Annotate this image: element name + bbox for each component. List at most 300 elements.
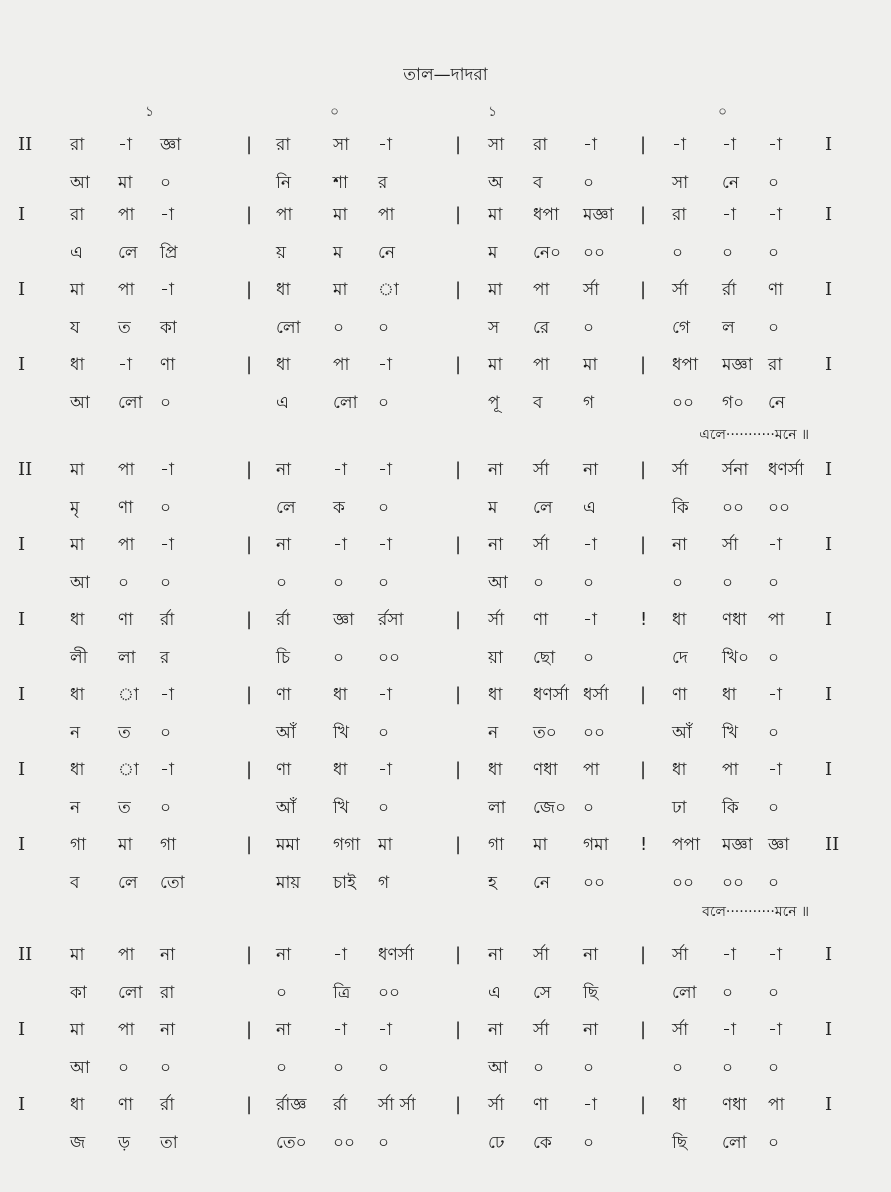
swara-note: -া	[722, 205, 736, 225]
swara-note: র্সা	[583, 280, 600, 300]
swara-note: র্সা	[672, 1020, 689, 1040]
swara-note: -া	[722, 135, 736, 155]
vibhag-separator: |	[455, 459, 462, 480]
lyric-syllable: লা	[118, 648, 136, 668]
lyric-syllable: লো	[722, 1133, 747, 1153]
notation-row	[0, 830, 891, 860]
lyric-syllable: ০	[768, 573, 780, 593]
end-barline: I	[825, 354, 833, 375]
swara-note: ণা	[533, 1095, 549, 1115]
lyric-syllable: ০	[768, 318, 780, 338]
vibhag-separator: |	[455, 834, 462, 855]
lyric-row	[0, 493, 891, 523]
lyric-syllable: ০০	[722, 498, 745, 518]
swara-note: র্সা	[672, 945, 689, 965]
vibhag-separator: |	[455, 1019, 462, 1040]
swara-note: পা	[768, 1095, 785, 1115]
end-barline: I	[825, 204, 833, 225]
swara-note: র্রসা	[378, 610, 404, 630]
lyric-syllable: ত	[118, 723, 131, 743]
swara-note: পা	[118, 945, 135, 965]
lyric-syllable: ম	[488, 243, 498, 263]
swara-note: -া	[768, 1020, 782, 1040]
vibhag-separator: |	[246, 759, 253, 780]
vibhag-separator: |	[455, 279, 462, 300]
swara-note: না	[488, 1020, 504, 1040]
lyric-syllable: য়া	[488, 648, 503, 668]
lyric-syllable: হ	[488, 873, 497, 893]
swara-note: র্সা	[533, 535, 550, 555]
swara-note: -া	[160, 535, 174, 555]
lyric-syllable: খি	[333, 723, 350, 743]
end-barline: I	[825, 279, 833, 300]
lyric-syllable: ০	[533, 1058, 545, 1078]
lyric-syllable: নে	[768, 393, 786, 413]
lyric-syllable: ছো	[533, 648, 556, 668]
swara-note: রা	[276, 135, 291, 155]
lyric-syllable: আঁ	[672, 723, 692, 743]
lyric-syllable: আ	[70, 393, 90, 413]
lyric-syllable: ০০	[378, 648, 401, 668]
lyric-syllable: ০	[768, 173, 780, 193]
lyric-row	[0, 388, 891, 418]
start-barline: II	[18, 459, 33, 480]
swara-note: ণা	[533, 610, 549, 630]
lyric-syllable: ০	[378, 798, 390, 818]
lyric-syllable: পূ	[488, 393, 500, 413]
swara-note: -া	[768, 535, 782, 555]
swara-note: গা	[488, 835, 505, 855]
notation-row	[0, 1090, 891, 1120]
swara-note: না	[160, 1020, 176, 1040]
swara-note: র্রা	[160, 610, 175, 630]
lyric-syllable: র	[160, 648, 170, 668]
lyric-syllable: ০	[583, 1058, 595, 1078]
swara-note: -া	[722, 945, 736, 965]
lyric-syllable: ০	[276, 573, 288, 593]
lyric-syllable: আ	[70, 173, 90, 193]
notation-row	[0, 200, 891, 230]
swara-note: পা	[118, 205, 135, 225]
swara-note: না	[672, 535, 688, 555]
swara-note: -া	[378, 535, 392, 555]
lyric-row	[0, 978, 891, 1008]
swara-note: -া	[583, 610, 597, 630]
lyric-syllable: তে০	[276, 1133, 307, 1153]
lyric-syllable: ০	[118, 1058, 130, 1078]
swara-note: -া	[160, 280, 174, 300]
swara-note: মা	[70, 535, 85, 555]
start-barline: I	[18, 279, 26, 300]
vibhag-separator: |	[246, 609, 253, 630]
lyric-syllable: য়	[276, 243, 287, 263]
lyric-syllable: ল	[722, 318, 735, 338]
lyric-syllable: ০	[722, 243, 734, 263]
swara-note: -া	[160, 760, 174, 780]
lyric-syllable: ত্রি	[333, 983, 351, 1003]
swara-note: ধণর্সা	[768, 460, 804, 480]
swara-note: র্সা	[533, 945, 550, 965]
vibhag-separator: !	[640, 834, 648, 855]
swara-note: র্সা	[722, 535, 739, 555]
lyric-syllable: শা	[333, 173, 348, 193]
lyric-syllable: ঢা	[672, 798, 687, 818]
lyric-syllable: ম	[488, 498, 498, 518]
swara-note: -া	[768, 685, 782, 705]
start-barline: II	[18, 944, 33, 965]
lyric-syllable: কে	[533, 1133, 552, 1153]
lyric-syllable: ত০	[533, 723, 557, 743]
lyric-syllable: গ	[583, 393, 595, 413]
swara-note: -া	[333, 460, 347, 480]
lyric-syllable: ন	[70, 798, 81, 818]
swara-note: -া	[378, 1020, 392, 1040]
lyric-syllable: ০	[768, 723, 780, 743]
vibhag-separator: |	[640, 1019, 647, 1040]
swara-note: না	[276, 535, 292, 555]
vibhag-separator: |	[640, 459, 647, 480]
swara-note: পা	[768, 610, 785, 630]
lyric-syllable: ০	[768, 983, 780, 1003]
lyric-syllable: আঁ	[276, 798, 296, 818]
lyric-syllable: কা	[70, 983, 87, 1003]
vibhag-separator: |	[640, 944, 647, 965]
swara-note: -া	[768, 135, 782, 155]
vibhag-separator: |	[246, 204, 253, 225]
swara-note: পপা	[672, 835, 701, 855]
lyric-syllable: জ	[70, 1133, 86, 1153]
lyric-row	[0, 793, 891, 823]
vibhag-separator: |	[246, 279, 253, 300]
lyric-syllable: লো	[118, 393, 143, 413]
lyric-syllable: ন	[488, 723, 499, 743]
lyric-syllable: ০০	[583, 873, 606, 893]
vibhag-separator: |	[246, 534, 253, 555]
lyric-syllable: য	[70, 318, 80, 338]
swara-note: মা	[70, 1020, 85, 1040]
vibhag-separator: |	[640, 759, 647, 780]
lyric-syllable: সে	[533, 983, 552, 1003]
swara-note: ণা	[160, 355, 176, 375]
swara-note: -া	[333, 535, 347, 555]
swara-note: র্সা র্সা	[378, 1095, 416, 1115]
beat-mark: ০	[718, 104, 728, 120]
lyric-syllable: রা	[160, 983, 175, 1003]
lyric-syllable: দে	[672, 648, 688, 668]
lyric-syllable: ০	[768, 648, 780, 668]
lyric-syllable: লো	[276, 318, 301, 338]
swara-note: ধা	[672, 610, 687, 630]
lyric-syllable: র	[378, 173, 388, 193]
swara-note: র্সা	[488, 1095, 505, 1115]
swara-note: ধা	[70, 1095, 85, 1115]
swara-note: পা	[378, 205, 395, 225]
swara-note: না	[276, 945, 292, 965]
lyric-syllable: লো	[672, 983, 697, 1003]
lyric-syllable: নে	[378, 243, 396, 263]
lyric-syllable: নি	[276, 173, 292, 193]
swara-note: না	[160, 945, 176, 965]
vibhag-separator: |	[640, 534, 647, 555]
lyric-syllable: গ০	[722, 393, 745, 413]
lyric-syllable: আ	[488, 573, 508, 593]
swara-note: র্রা	[333, 1095, 348, 1115]
swara-note: ধর্সা	[583, 685, 609, 705]
beat-mark: ১	[145, 104, 155, 120]
lyric-syllable: এ	[276, 393, 289, 413]
swara-note: ধা	[333, 685, 348, 705]
lyric-syllable: ০০	[768, 498, 791, 518]
lyric-row	[0, 643, 891, 673]
lyric-syllable: কি	[722, 798, 739, 818]
vibhag-separator: |	[640, 354, 647, 375]
lyric-syllable: চাই	[333, 873, 356, 893]
lyric-syllable: ০	[378, 318, 390, 338]
swara-note: মা	[333, 280, 348, 300]
lyric-syllable: ০০	[333, 1133, 356, 1153]
swara-note: জ্ঞা	[333, 610, 355, 630]
lyric-syllable: ক	[333, 498, 345, 518]
lyric-syllable: ০	[722, 983, 734, 1003]
swara-note: মা	[118, 835, 133, 855]
vibhag-separator: |	[246, 134, 253, 155]
lyric-row	[0, 718, 891, 748]
end-barline: I	[825, 609, 833, 630]
vibhag-separator: |	[455, 609, 462, 630]
lyric-syllable: ০	[333, 1058, 345, 1078]
lyric-syllable: মায়	[276, 873, 301, 893]
swara-note: মা	[70, 460, 85, 480]
beat-mark: ০	[330, 104, 340, 120]
vibhag-separator: |	[246, 354, 253, 375]
swara-note: ণধা	[722, 1095, 747, 1115]
swara-note: -া	[160, 460, 174, 480]
swara-note: ধা	[70, 355, 85, 375]
swara-note: ণা	[276, 760, 292, 780]
end-barline: II	[825, 834, 840, 855]
lyric-syllable: প্রি	[160, 243, 178, 263]
swara-note: ধা	[488, 760, 503, 780]
swara-note: গমা	[583, 835, 609, 855]
lyric-syllable: সা	[672, 173, 689, 193]
repeat-instruction: এলে···········মনে ॥	[699, 427, 809, 443]
vibhag-separator: |	[455, 759, 462, 780]
swara-note: র্সনা	[722, 460, 749, 480]
vibhag-separator: |	[455, 204, 462, 225]
swara-note: না	[276, 460, 292, 480]
lyric-syllable: ০	[583, 798, 595, 818]
vibhag-separator: |	[455, 1094, 462, 1115]
lyric-syllable: ০	[583, 648, 595, 668]
notation-row	[0, 275, 891, 305]
lyric-syllable: ০	[160, 393, 172, 413]
vibhag-separator: |	[640, 279, 647, 300]
lyric-syllable: ০	[378, 1133, 390, 1153]
swara-note: ধা	[333, 760, 348, 780]
lyric-syllable: তো	[160, 873, 185, 893]
lyric-syllable: ০	[672, 243, 684, 263]
swara-note: ধণর্সা	[378, 945, 414, 965]
start-barline: I	[18, 354, 26, 375]
lyric-syllable: ০	[378, 573, 390, 593]
vibhag-separator: |	[455, 134, 462, 155]
end-barline: I	[825, 684, 833, 705]
lyric-syllable: কা	[160, 318, 177, 338]
lyric-syllable: ০	[768, 1058, 780, 1078]
lyric-syllable: এ	[488, 983, 501, 1003]
lyric-syllable: ০	[118, 573, 130, 593]
lyric-syllable: ০	[768, 873, 780, 893]
beat-mark: ১	[488, 104, 498, 120]
swara-note: -া	[333, 1020, 347, 1040]
lyric-syllable: গে	[672, 318, 691, 338]
swara-note: না	[488, 535, 504, 555]
vibhag-separator: |	[246, 1019, 253, 1040]
swara-note: রা	[533, 135, 548, 155]
swara-note: া	[378, 280, 399, 300]
lyric-syllable: মৃ	[70, 498, 80, 518]
lyric-syllable: ০	[333, 648, 345, 668]
vibhag-separator: |	[455, 944, 462, 965]
vibhag-separator: |	[246, 684, 253, 705]
swara-note: মা	[488, 355, 503, 375]
page-title: তাল—দাদরা	[403, 65, 488, 85]
swara-note: মা	[488, 205, 503, 225]
lyric-syllable: ০	[722, 573, 734, 593]
lyric-syllable: রে	[533, 318, 550, 338]
lyric-syllable: নে০	[533, 243, 562, 263]
swara-note: না	[583, 1020, 599, 1040]
lyric-syllable: আ	[70, 573, 90, 593]
start-barline: I	[18, 684, 26, 705]
swara-note: -া	[118, 355, 132, 375]
swara-note: -া	[160, 685, 174, 705]
swara-note: মা	[488, 280, 503, 300]
start-barline: I	[18, 759, 26, 780]
lyric-syllable: এ	[70, 243, 83, 263]
lyric-syllable: লো	[118, 983, 143, 1003]
swara-note: না	[488, 460, 504, 480]
swara-note: পা	[583, 760, 600, 780]
swara-note: র্রা	[160, 1095, 175, 1115]
swara-note: পা	[722, 760, 739, 780]
lyric-syllable: কি	[672, 498, 689, 518]
lyric-syllable: ড়	[118, 1133, 131, 1153]
lyric-syllable: ব	[533, 173, 543, 193]
swara-note: ণধা	[722, 610, 747, 630]
swara-note: -া	[583, 1095, 597, 1115]
swara-note: পা	[333, 355, 350, 375]
swara-note: -া	[583, 135, 597, 155]
vibhag-separator: |	[640, 134, 647, 155]
lyric-syllable: লো	[333, 393, 358, 413]
swara-note: ণা	[672, 685, 688, 705]
swara-note: গা	[70, 835, 87, 855]
lyric-row	[0, 568, 891, 598]
vibhag-separator: |	[246, 459, 253, 480]
swara-note: ধা	[276, 280, 291, 300]
swara-note: া	[118, 685, 139, 705]
lyric-syllable: ০	[160, 173, 172, 193]
vibhag-separator: |	[455, 534, 462, 555]
lyric-syllable: ০	[768, 798, 780, 818]
lyric-syllable: খি০	[722, 648, 750, 668]
lyric-syllable: ০	[768, 243, 780, 263]
lyric-syllable: ০	[378, 1058, 390, 1078]
vibhag-separator: |	[246, 834, 253, 855]
lyric-syllable: ০	[160, 498, 172, 518]
swara-note: পা	[118, 280, 135, 300]
lyric-syllable: ০	[768, 1133, 780, 1153]
swara-note: ধণর্সা	[533, 685, 569, 705]
swara-note: পা	[118, 535, 135, 555]
swara-note: ণা	[118, 610, 134, 630]
swara-note: না	[583, 945, 599, 965]
lyric-syllable: ০	[583, 318, 595, 338]
lyric-syllable: ব	[70, 873, 80, 893]
swara-note: গা	[160, 835, 177, 855]
notation-row	[0, 605, 891, 635]
swara-note: মা	[533, 835, 548, 855]
swara-note: না	[276, 1020, 292, 1040]
swara-note: পা	[276, 205, 293, 225]
start-barline: I	[18, 834, 26, 855]
lyric-syllable: ০	[160, 723, 172, 743]
lyric-syllable: লে	[533, 498, 553, 518]
vibhag-separator: |	[455, 354, 462, 375]
vibhag-separator: |	[640, 204, 647, 225]
swara-note: ণধা	[533, 760, 558, 780]
lyric-syllable: ০	[378, 723, 390, 743]
lyric-syllable: ০	[160, 573, 172, 593]
swara-note: -া	[333, 945, 347, 965]
lyric-row	[0, 313, 891, 343]
lyric-syllable: এ	[583, 498, 596, 518]
start-barline: I	[18, 204, 26, 225]
swara-note: পা	[118, 460, 135, 480]
swara-note: -া	[378, 760, 392, 780]
swara-note: ণা	[118, 1095, 134, 1115]
lyric-syllable: খি	[333, 798, 350, 818]
lyric-syllable: আ	[488, 1058, 508, 1078]
swara-note: র্সা	[533, 1020, 550, 1040]
swara-note: মা	[333, 205, 348, 225]
lyric-syllable: ম	[333, 243, 343, 263]
notation-row	[0, 130, 891, 160]
vibhag-separator: |	[640, 684, 647, 705]
end-barline: I	[825, 459, 833, 480]
swara-note: -া	[583, 535, 597, 555]
swara-note: ধা	[70, 610, 85, 630]
lyric-syllable: ০	[583, 1133, 595, 1153]
lyric-syllable: ০	[276, 1058, 288, 1078]
lyric-syllable: লে	[276, 498, 296, 518]
swara-note: -া	[672, 135, 686, 155]
notation-row	[0, 455, 891, 485]
start-barline: II	[18, 134, 33, 155]
lyric-row	[0, 1053, 891, 1083]
swara-note: ধা	[276, 355, 291, 375]
swara-note: জ্ঞা	[768, 835, 790, 855]
lyric-syllable: ছি	[672, 1133, 688, 1153]
swara-note: ধা	[70, 760, 85, 780]
lyric-syllable: জে০	[533, 798, 567, 818]
lyric-syllable: লী	[70, 648, 88, 668]
swara-note: র্সা	[672, 280, 689, 300]
swara-note: -া	[768, 760, 782, 780]
lyric-syllable: আঁ	[276, 723, 296, 743]
end-barline: I	[825, 134, 833, 155]
